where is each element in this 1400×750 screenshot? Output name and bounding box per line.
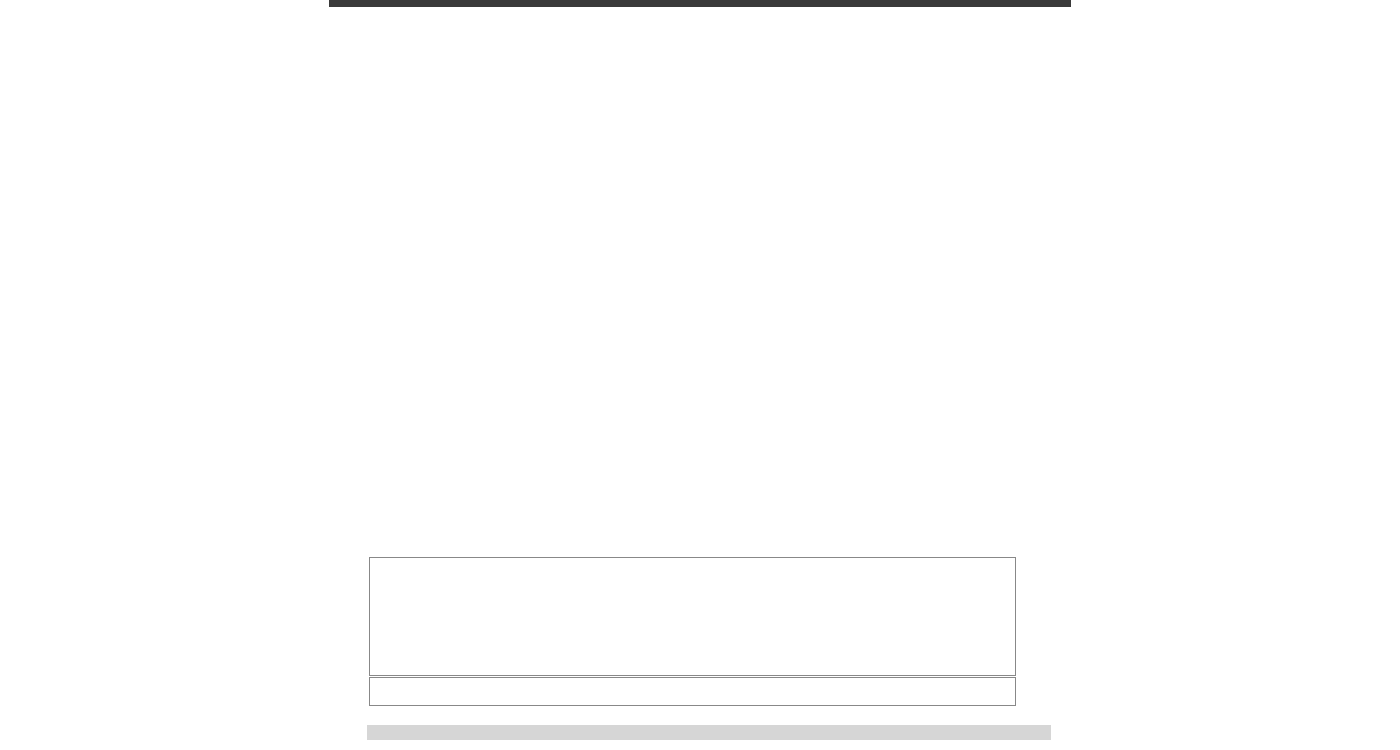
trades-table-header: [367, 725, 1051, 740]
size-chart-svg: [370, 678, 1015, 705]
balance-chart: [369, 557, 1016, 676]
balance-chart-svg: [370, 558, 1015, 675]
size-chart: [369, 677, 1016, 706]
top-bar: [329, 0, 1071, 7]
